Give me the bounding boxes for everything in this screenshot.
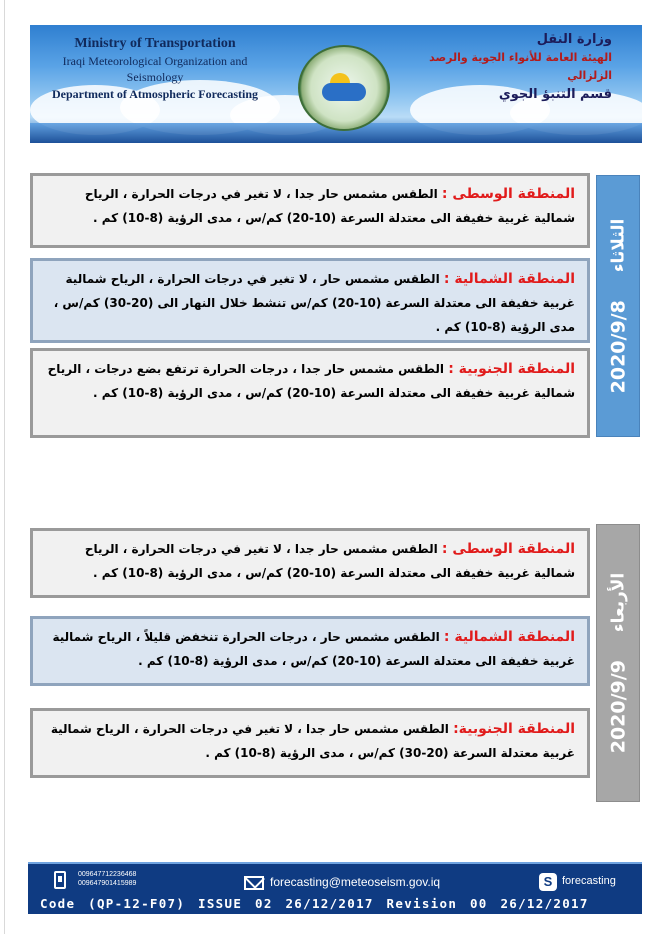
forecast-text: الطقس مشمس حار جدا ، لا تغير في درجات الحرارة ، الرياح شمالية غربية خفيفة الى معتدلة السرعة (10-20) كم/س ، مدى الرؤية (8-10) كم . xyxy=(84,542,575,580)
forecast-card-northern xyxy=(30,616,590,686)
forecast-text: الطقس مشمس حار جدا ، درجات الحرارة ترتفع بضع درجات ، الرياح شمالية غربية خفيفة الى معتدلة السرعة (10-20) كم/س ، مدى الرؤية (8-10) كم . xyxy=(47,362,575,400)
skype-handle[interactable]: forecasting xyxy=(562,875,616,887)
footer-bar xyxy=(28,862,642,914)
day-date: 2020/9/9 xyxy=(607,660,629,754)
region-name: المنطقة الشمالية : xyxy=(443,271,575,287)
region-name: المنطقة الوسطى : xyxy=(441,541,575,557)
day-tab-tuesday xyxy=(596,175,640,437)
forecast-card-northern xyxy=(30,258,590,343)
forecast-text: الطقس مشمس حار ، لا تغير في درجات الحرارة ، الرياح شمالية غربية خفيفة الى معتدلة السرعة (10-20) كم/س تنشط خلال النهار الى (20-30) كم/س ، مدى الرؤية (8-10) كم . xyxy=(53,272,575,334)
forecast-card-central xyxy=(30,173,590,248)
banner-english-title xyxy=(40,35,270,103)
email-link[interactable]: forecasting@meteoseism.gov.iq xyxy=(270,875,441,889)
department-name-ar: قسم التنبؤ الجوي xyxy=(498,87,612,102)
day-name: الثلاثاء xyxy=(608,218,628,273)
document-code-line: Code (QP-12-F07) ISSUE 02 26/12/2017 Revision 00 26/12/2017 xyxy=(40,896,589,911)
phone-number: 009647901415989 xyxy=(78,880,137,887)
forecast-card-central xyxy=(30,528,590,598)
ministry-name-ar: وزارة النقل xyxy=(536,32,612,47)
day-name: الأربعاء xyxy=(608,572,628,633)
header-banner xyxy=(30,25,642,143)
forecast-text: الطقس مشمس حار جدا ، لا تغير في درجات الحرارة ، الرياح شمالية غربية معتدلة السرعة (20-30) كم/س ، مدى الرؤية (8-10) كم . xyxy=(50,722,575,760)
phone-icon xyxy=(54,871,66,889)
phone-numbers xyxy=(78,870,136,888)
day-date: 2020/9/8 xyxy=(607,300,629,394)
region-name: المنطقة الوسطى : xyxy=(441,186,575,202)
organization-name-ar: الهيئة العامة للأنواء الجوية والرصد الزلزالي xyxy=(429,51,612,82)
forecast-text: الطقس مشمس حار ، درجات الحرارة تنخفض قليلاً ، الرياح شمالية غربية خفيفة الى معتدلة السرعة (10-20) كم/س ، مدى الرؤية (8-10) كم . xyxy=(52,630,575,668)
phone-number: 009647712236468 xyxy=(78,871,137,878)
department-name-en: Department of Atmospheric Forecasting xyxy=(51,87,259,101)
forecast-card-southern xyxy=(30,708,590,778)
region-name: المنطقة الشمالية : xyxy=(443,629,575,645)
region-name: المنطقة الجنوبية : xyxy=(448,361,575,377)
organization-seal-icon xyxy=(298,45,390,131)
page-edge xyxy=(4,0,5,934)
day-tab-wednesday xyxy=(596,524,640,802)
forecast-card-southern xyxy=(30,348,590,438)
region-name: المنطقة الجنوبية: xyxy=(453,721,575,737)
forecast-text: الطقس مشمس حار جدا ، لا تغير في درجات الحرارة ، الرياح شمالية غربية خفيفة الى معتدلة السرعة (10-20) كم/س ، مدى الرؤية (8-10) كم . xyxy=(84,187,575,225)
banner-arabic-title xyxy=(412,31,612,105)
ministry-name-en: Ministry of Transportation xyxy=(74,36,236,51)
mail-icon xyxy=(244,876,264,890)
organization-name-en: Iraqi Meteorological Organization and Seismology xyxy=(62,54,248,84)
skype-icon: S xyxy=(539,873,557,891)
